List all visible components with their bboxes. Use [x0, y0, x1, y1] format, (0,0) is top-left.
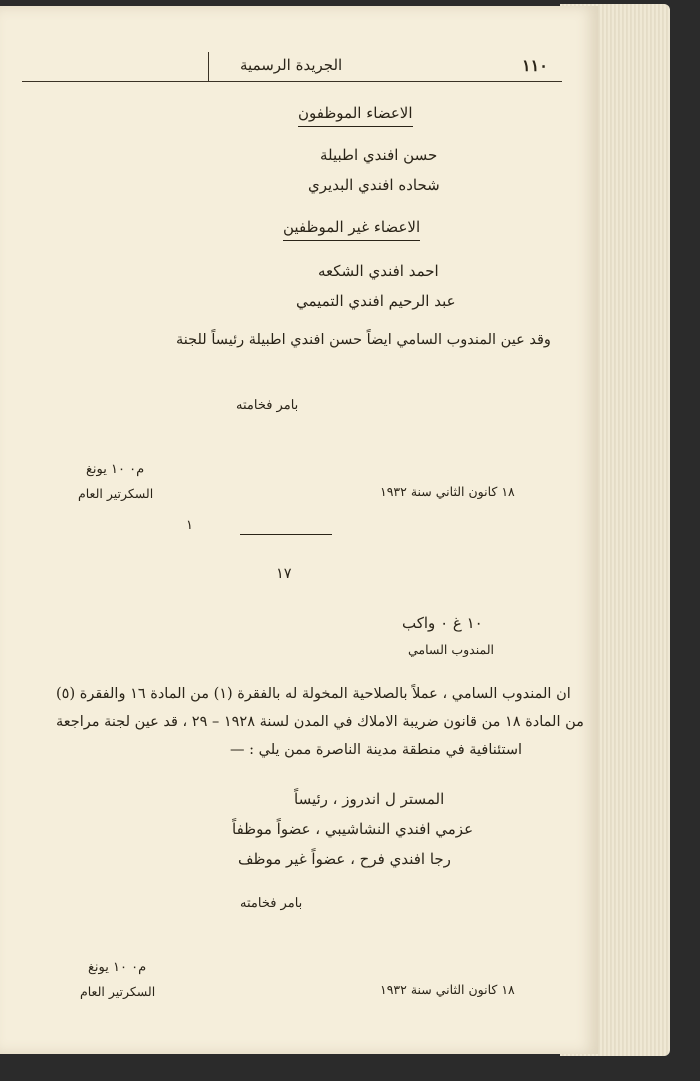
paragraph-line-1: ان المندوب السامي ، عملاً بالصلاحية المخولة له بالفقرة (١) من المادة ١٦ والفقرة (٥): [56, 686, 571, 702]
official-member-2: شحاده افندي البديري: [308, 176, 440, 194]
header-rule: [22, 81, 562, 82]
committee-member-2: عزمي افندي النشاشيبي ، عضواً موظفاً: [232, 820, 474, 838]
page-number: ١١٠: [522, 56, 548, 75]
paragraph-line-3: استئنافية في منطقة مدينة الناصرة ممن يلي : —: [230, 742, 523, 758]
notice-number: ١٧: [276, 566, 292, 582]
by-order-label-2: بامر فخامته: [240, 896, 303, 911]
commissioner-name: ١٠ غ ٠ واكب: [402, 614, 483, 632]
commissioner-title: المندوب السامي: [408, 642, 494, 657]
stray-mark: ١: [186, 518, 193, 533]
committee-member-3: رجا افندي فرح ، عضواً غير موظف: [238, 850, 451, 868]
nonofficial-member-2: عبد الرحيم افندي التميمي: [296, 292, 456, 310]
officials-heading: الاعضاء الموظفون: [298, 104, 413, 127]
nonofficials-heading: الاعضاء غير الموظفين: [283, 218, 420, 241]
nonofficial-member-1: احمد افندي الشكعه: [318, 262, 439, 280]
paragraph-line-2: من المادة ١٨ من قانون ضريبة الاملاك في المدن لسنة ١٩٢٨ – ٢٩ ، قد عين لجنة مراجعة: [56, 714, 584, 730]
header-divider: [208, 52, 209, 81]
official-member-1: حسن افندي اطبيلة: [320, 146, 438, 164]
signer-title: السكرتير العام: [78, 486, 154, 501]
document-page: [0, 6, 598, 1054]
secretary-name: م٠ ١٠ يونغ: [88, 960, 147, 975]
document-date-2: ١٨ كانون الثاني سنة ١٩٣٢: [380, 982, 515, 997]
by-order-label: بامر فخامته: [236, 398, 299, 413]
appointment-sentence: وقد عين المندوب السامي ايضاً حسن افندي اطبيلة رئيساً للجنة: [176, 332, 551, 348]
section-separator: [240, 534, 332, 535]
signer-name: م٠ ١٠ يونغ: [86, 462, 145, 477]
committee-member-1: المستر ل اندروز ، رئيساً: [294, 790, 445, 808]
gazette-title: الجريدة الرسمية: [240, 56, 343, 74]
document-date: ١٨ كانون الثاني سنة ١٩٣٢: [380, 484, 515, 499]
secretary-title: السكرتير العام: [80, 984, 156, 999]
